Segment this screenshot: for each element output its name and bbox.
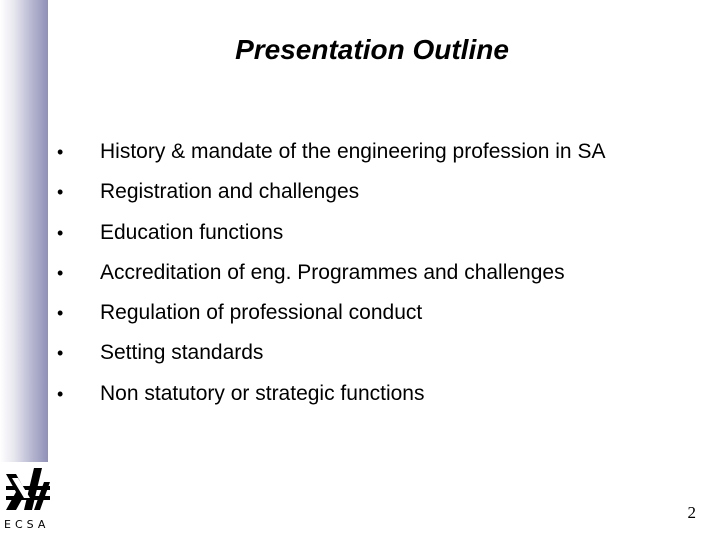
decorative-side-bar xyxy=(0,0,48,462)
list-item-text: Accreditation of eng. Programmes and challenges xyxy=(100,260,565,284)
bullet-icon: • xyxy=(57,303,64,324)
list-item-text: Non statutory or strategic functions xyxy=(100,381,425,405)
bullet-icon: • xyxy=(57,222,64,243)
list-item-text: Setting standards xyxy=(100,341,264,365)
bullet-icon: • xyxy=(57,142,64,162)
bullet-icon: • xyxy=(57,262,64,283)
ecsa-logo xyxy=(4,464,52,536)
page-number: 2 xyxy=(687,503,696,522)
slide-title: Presentation Outline xyxy=(235,34,509,65)
list-item-text: Registration and challenges xyxy=(100,180,360,204)
bullet-icon: • xyxy=(57,343,64,364)
logo-text: ECSA xyxy=(4,518,50,531)
list-item-text: Regulation of professional conduct xyxy=(100,301,423,325)
list-item-text: Education functions xyxy=(100,220,284,244)
list-item-text: History & mandate of the engineering profession in SA xyxy=(100,140,606,163)
bullet-icon: • xyxy=(57,383,64,404)
bullet-icon: • xyxy=(57,182,64,203)
ecsa-logo-mark-icon xyxy=(4,464,52,516)
